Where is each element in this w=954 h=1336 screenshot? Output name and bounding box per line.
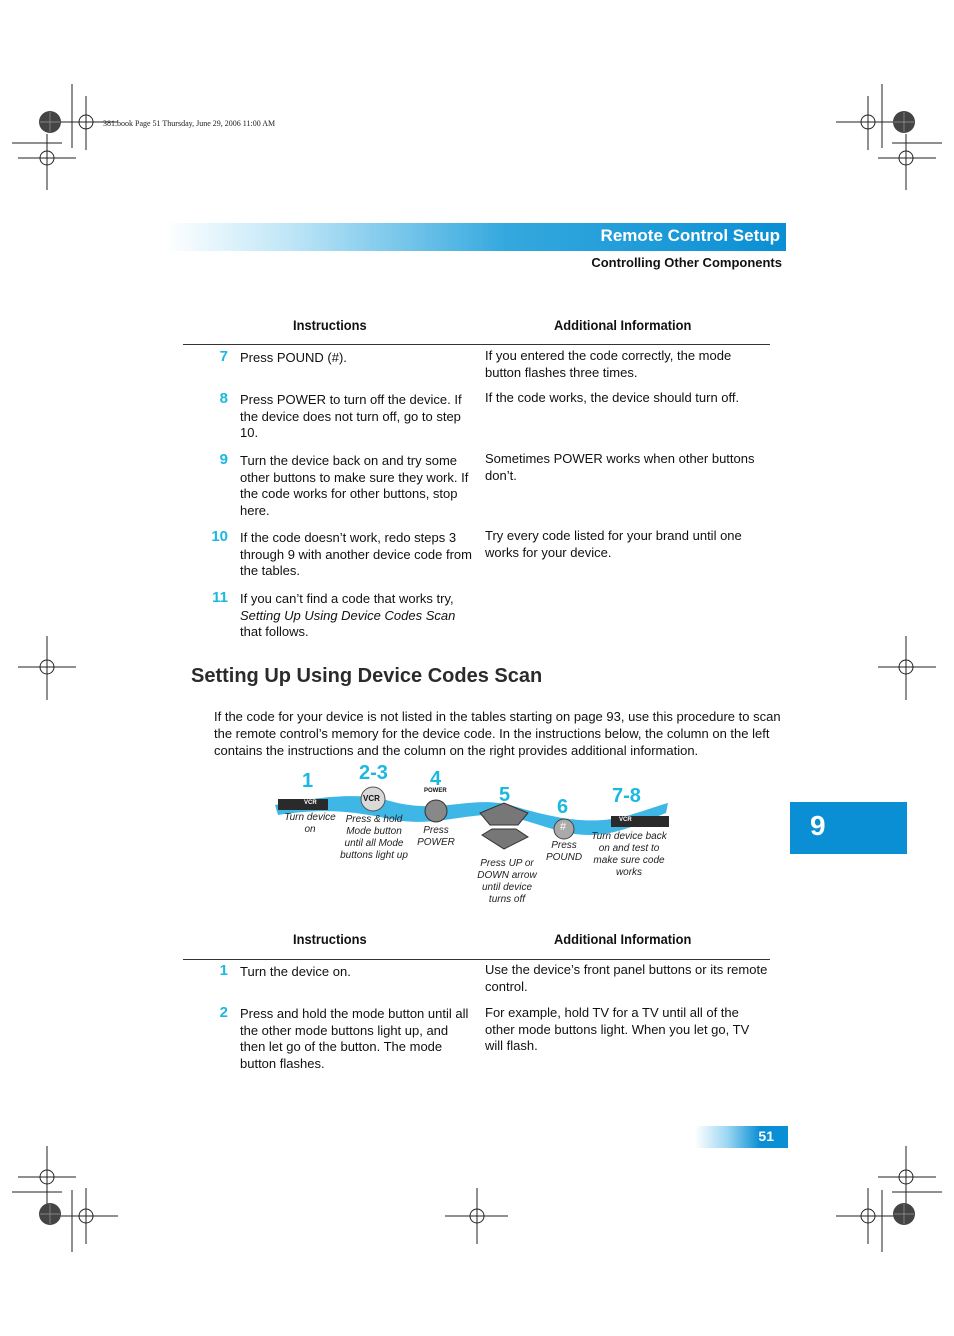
diagram-step-label: Press & hold Mode button until all Mode buttons light up — [340, 814, 408, 861]
step-instruction: If the code doesn’t work, redo steps 3 through 9 with another device code from the tables. — [240, 530, 472, 578]
down-arrow-button — [482, 829, 528, 849]
diagram-step-label: Turn device back on and test to make sure code works — [591, 831, 667, 878]
step-instruction-post: that follows. — [240, 624, 309, 639]
step-info: If the code works, the device should turn off. — [485, 390, 740, 405]
step-number: 11 — [212, 589, 228, 606]
diagram-step-label: Turn device on — [284, 812, 336, 835]
diagram-step-num: 7-8 — [612, 785, 641, 807]
step-instruction: Turn the device on. — [240, 964, 351, 979]
step-number: 1 — [219, 962, 228, 979]
diagram-step-label: Press POWER — [417, 825, 455, 848]
table1-col-info: Additional Information — [554, 317, 692, 333]
vcr-button-label: VCR — [363, 794, 380, 803]
step-info: Try every code listed for your brand until one works for your device. — [485, 528, 742, 560]
step-instruction-pre: If you can’t find a code that works try, — [240, 591, 454, 606]
book-header: 381.book Page 51 Thursday, June 29, 2006 11:00 AM — [103, 119, 276, 128]
section-banner — [165, 223, 786, 251]
step-info: For example, hold TV for a TV until all of the other mode buttons light. When you let go, TV will flash. — [485, 1005, 750, 1053]
table2-col-info: Additional Information — [554, 931, 692, 947]
section-title: Setting Up Using Device Codes Scan — [191, 665, 543, 687]
table1-col-instructions: Instructions — [293, 317, 367, 333]
diagram-step-label: Press UP or DOWN arrow until device turns off — [477, 858, 537, 905]
step-instruction: Turn the device back on and try some other buttons to make sure they work. If the code works for other buttons, stop here. — [240, 453, 469, 518]
step-info: Sometimes POWER works when other buttons don’t. — [485, 451, 755, 483]
step-number: 2 — [219, 1004, 228, 1021]
step-info: If you entered the code correctly, the mode button flashes three times. — [485, 348, 732, 380]
power-caption: POWER — [424, 788, 447, 794]
diagram-step-num: 2-3 — [359, 762, 388, 784]
vcr-badge: VCR — [304, 800, 317, 806]
pound-symbol: # — [560, 821, 567, 833]
diagram-step-num: 5 — [499, 784, 511, 806]
step-info: Use the device’s front panel buttons or its remote control. — [485, 962, 768, 994]
diagram-step-num: 6 — [557, 796, 569, 818]
diagram-step-label: Press POUND — [545, 840, 583, 863]
table2-col-instructions: Instructions — [293, 931, 367, 947]
power-button — [425, 800, 447, 822]
step-number: 7 — [219, 348, 228, 365]
table2-rule — [183, 959, 770, 960]
chapter-tab — [790, 802, 907, 854]
step-instruction — [240, 591, 472, 641]
step-number: 8 — [219, 390, 228, 407]
vcr-device-icon — [278, 799, 328, 810]
chapter-number: 9 — [810, 810, 826, 841]
step-number: 10 — [211, 528, 228, 545]
page-number-box — [695, 1126, 788, 1148]
step-instruction: Press POUND (#). — [240, 350, 347, 365]
page-number: 51 — [758, 1128, 774, 1144]
step-number: 9 — [219, 451, 228, 468]
intro-paragraph: If the code for your device is not listed in the tables starting on page 93, use this procedure to scan the remote control’s memory for the device code. In the instructions below, the column on the left contains the instructions and the column on the right provides additional information. — [214, 709, 781, 758]
subheading: Controlling Other Components — [591, 255, 782, 270]
diagram-step-num: 1 — [302, 770, 314, 792]
diagram-step-num: 4 — [430, 768, 442, 790]
step-instruction-link: Setting Up Using Device Codes Scan — [240, 607, 456, 623]
vcr-badge-2: VCR — [619, 817, 632, 823]
table1-rule — [183, 344, 770, 345]
step-instruction: Press POWER to turn off the device. If the device does not turn off, go to step 10. — [240, 392, 462, 440]
step-instruction: Press and hold the mode button until all the other mode buttons light up, and then let go of the button. The mode button flashes. — [240, 1006, 469, 1071]
banner-title: Remote Control Setup — [600, 226, 780, 245]
